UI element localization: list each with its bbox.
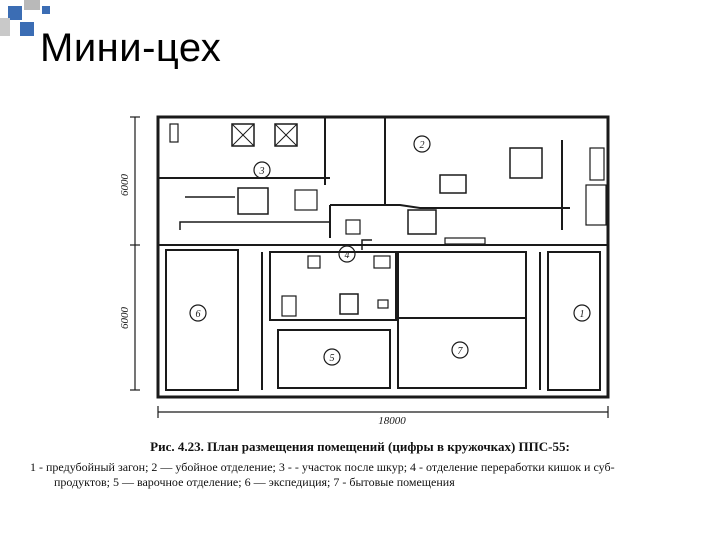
room-1 [548,252,600,390]
dimension-left-bottom: 6000 [119,307,131,329]
room-number-5: 5 [329,353,335,364]
room-number-2: 2 [419,140,425,151]
legend-line-1: 1 - предубойный загон; 2 — убойное отделение; 3 - - участок после шкур; 4 - отделение переработки кишок и суб- [30,460,615,474]
figure-legend [30,460,700,490]
dimension-bottom: 18000 [378,415,406,427]
slide-title: Мини-цех [40,26,222,70]
room-number-6: 6 [195,309,201,320]
room-4 [270,252,396,320]
room-7 [398,252,526,388]
room-number-3: 3 [259,166,265,177]
room-number-7: 7 [457,346,463,357]
room-number-1: 1 [579,309,585,320]
figure-caption: Рис. 4.23. План размещения помещений (цифры в кружочках) ППС-55: [150,439,570,454]
legend-line-2: продуктов; 5 — варочное отделение; 6 — экспедиция; 7 - бытовые помещения [54,475,455,489]
dimension-left-top: 6000 [119,174,131,196]
room-number-4: 4 [344,250,350,261]
